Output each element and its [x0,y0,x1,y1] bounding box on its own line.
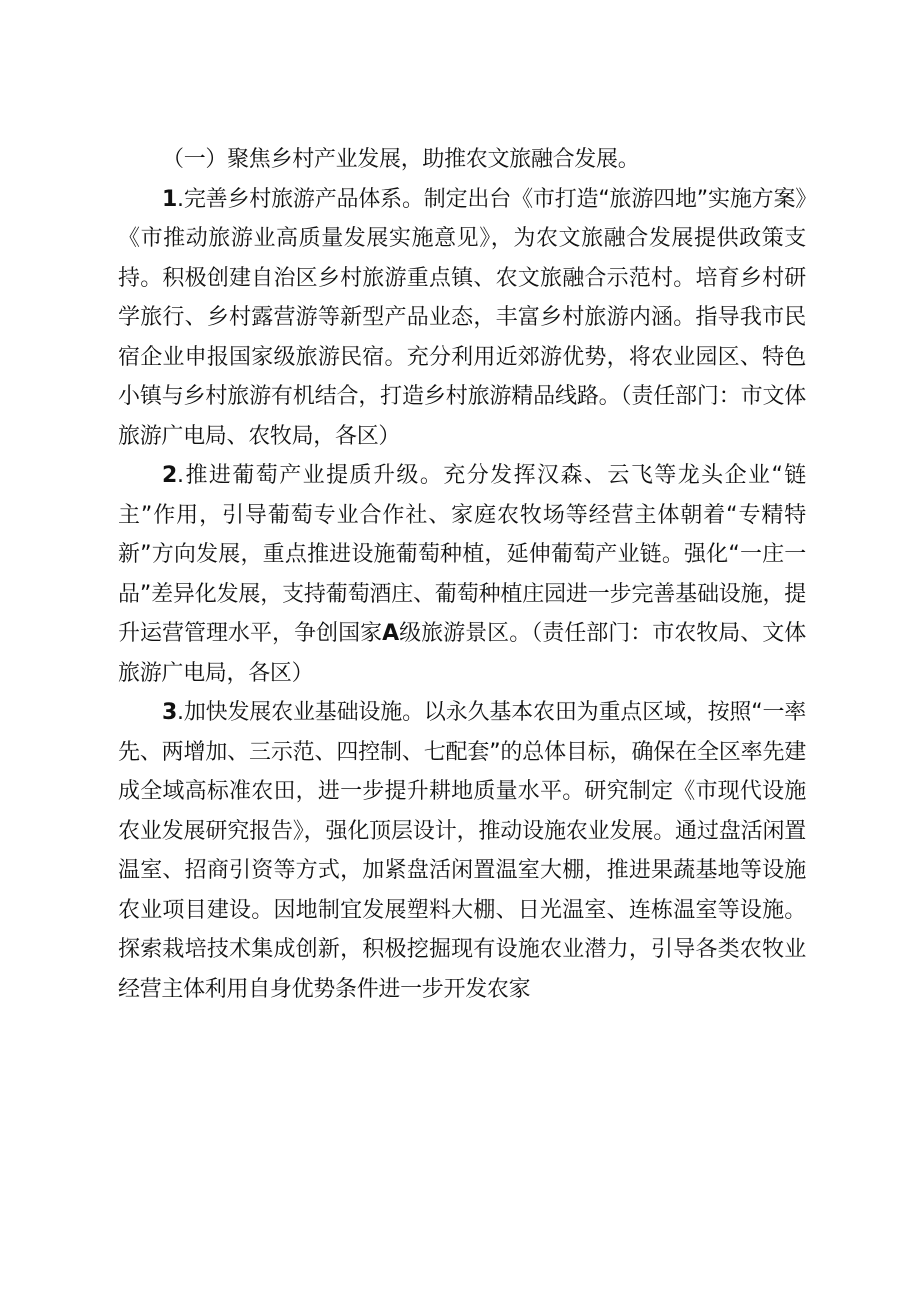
item-1-text: .完善乡村旅游产品体系。制定出台《市打造“旅游四地”实施方案》《市推动旅游业高质量发展实施意见》，为农文旅融合发展提供政策支持。积极创建自治区乡村旅游重点镇、农文旅融合示范村。培育乡村研学旅行、乡村露营游等新型产品业态，丰富乡村旅游内涵。指导我市民宿企业申报国家级旅游民宿。充分利用近郊游优势，将农业园区、特色小镇与乡村旅游有机结合，打造乡村旅游精品线路。（责任部门：市文体旅游广电局、农牧局，各区） [118,186,806,449]
item-3-number: 3 [162,700,178,725]
item-3-text: .加快发展农业基础设施。以永久基本农田为重点区域，按照“一率先、两增加、三示范、四控制、七配套”的总体目标，确保在全区率先建成全域高标准农田，进一步提升耕地质量水平。研究制定《市现代设施农业发展研究报告》，强化顶层设计，推动设施农业发展。通过盘活闲置温室、招商引资等方式，加紧盘活闲置温室大棚，推进果蔬基地等设施农业项目建设。因地制宜发展塑料大棚、日光温室、连栋温室等设施。探索栽培技术集成创新，积极挖掘现有设施农业潜力，引导各类农牧业经营主体利用自身优势条件进一步开发农家 [118,700,806,1002]
item-2-bold-letter: A [382,621,399,646]
item-2-number: 2 [162,463,178,488]
section-heading: （一）聚焦乡村产业发展，助推农文旅融合发展。 [162,147,640,172]
item-1-paragraph [118,180,806,457]
item-2-text-before: .推进葡萄产业提质升级。充分发挥汉森、云飞等龙头企业“链主”作用，引导葡萄专业合作社、家庭农牧场等经营主体朝着“专精特新”方向发展，重点推进设施葡萄种植，延伸葡萄产业链。强化“一庄一品”差异化发展，支持葡萄酒庄、葡萄种植庄园进一步完善基础设施，提升运营管理水平，争创国家 [118,463,806,646]
item-2-text-after: 级旅游景区。（责任部门：市农牧局、文体旅游广电局，各区） [118,621,806,686]
document-body [118,140,806,1009]
item-2-paragraph [118,456,806,693]
item-3-paragraph [118,693,806,1009]
item-1-number: 1 [162,186,178,212]
